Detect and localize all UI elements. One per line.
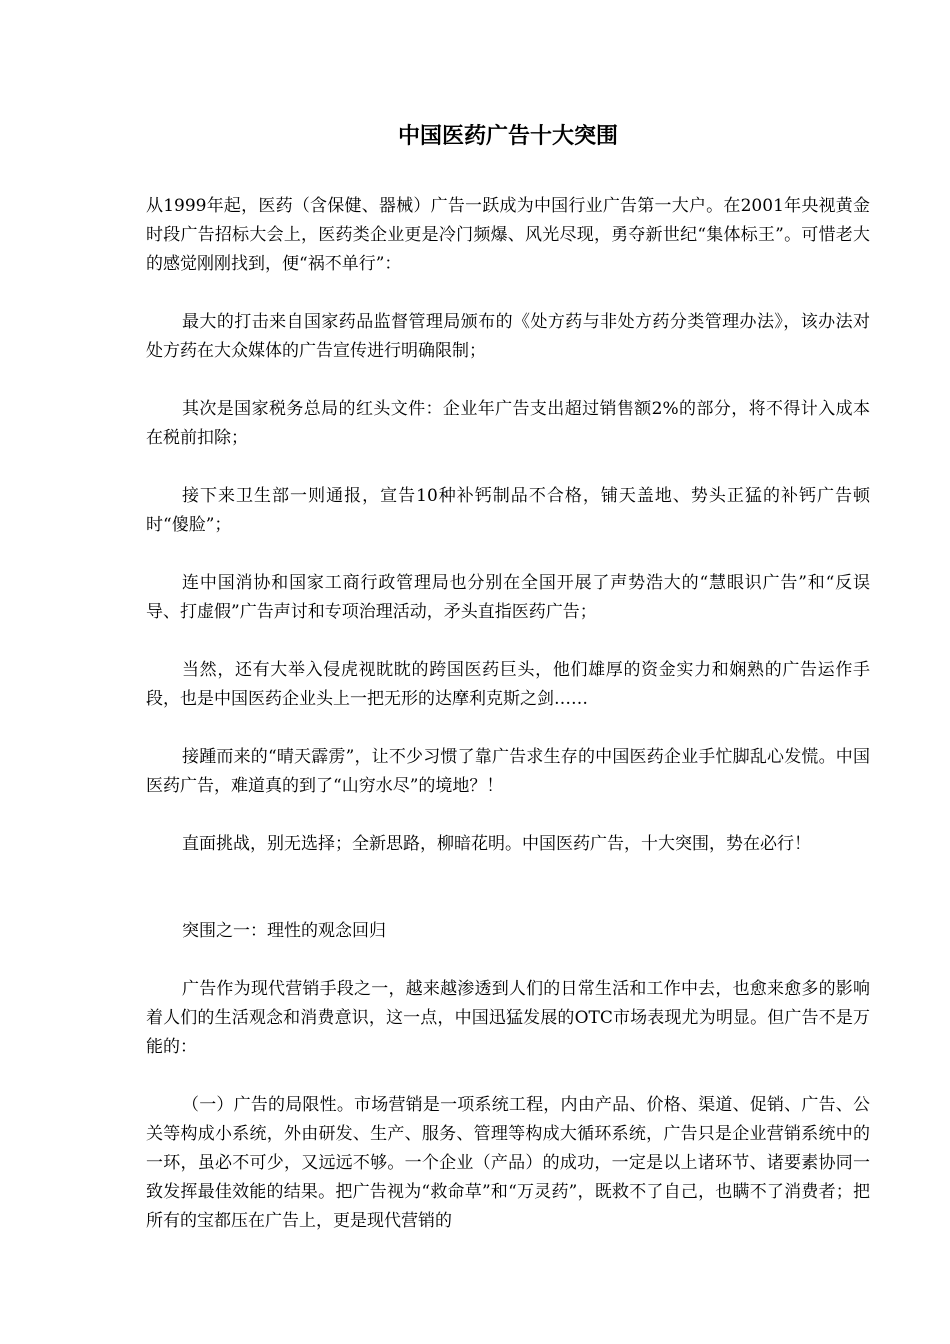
document-page [146,118,870,1236]
spacer [146,154,870,192]
spacer [146,540,870,569]
spacer [146,1062,870,1091]
body-paragraph: 接下来卫生部一则通报，宣告10种补钙制品不合格，铺天盖地、势头正猛的补钙广告顿时“傻脸”； [146,486,870,535]
section-paragraph: （一）广告的局限性。市场营销是一项系统工程，内由产品、价格、渠道、促销、广告、公关等构成小系统，外由研发、生产、服务、管理等构成大循环系统，广告只是企业营销系统中的一环，虽必不可少，又远远不够。一个企业（产品）的成功，一定是以上诸环节、诸要素协同一致发挥最佳效能的结果。把广告视为“救命草”和“万灵药”，既救不了自己，也瞒不了消费者；把所有的宝都压在广告上，更是现代营销的 [146,1095,870,1231]
section-paragraph: 广告作为现代营销手段之一，越来越渗透到人们的日常生活和工作中去，也愈来愈多的影响着人们的生活观念和消费意识，这一点，中国迅猛发展的OTC市场表现尤为明显。但广告不是万能的： [146,979,870,1057]
spacer [146,946,870,975]
body-paragraph: 直面挑战，别无选择；全新思路，柳暗花明。中国医药广告，十大突围，势在必行！ [182,834,811,854]
spacer [146,453,870,482]
spacer [146,366,870,395]
spacer [146,279,870,308]
body-paragraph: 当然，还有大举入侵虎视眈眈的跨国医药巨头，他们雄厚的资金实力和娴熟的广告运作手段，也是中国医药企业头上一把无形的达摩利克斯之剑…… [146,660,870,709]
body-paragraph: 接踵而来的“晴天霹雳”，让不少习惯了靠广告求生存的中国医药企业手忙脚乱心发慌。中国医药广告，难道真的到了“山穷水尽”的境地？！ [146,747,870,796]
spacer [146,627,870,656]
body-paragraph: 连中国消协和国家工商行政管理局也分别在全国开展了声势浩大的“慧眼识广告”和“反误导、打虚假”广告声讨和专项治理活动，矛头直指医药广告； [146,573,870,622]
body-paragraph: 其次是国家税务总局的红头文件：企业年广告支出超过销售额2%的部分，将不得计入成本在税前扣除； [146,399,870,448]
body-paragraph: 最大的打击来自国家药品监督管理局颁布的《处方药与非处方药分类管理办法》，该办法对处方药在大众媒体的广告宣传进行明确限制； [146,312,870,361]
section-heading: 突围之一：理性的观念回归 [182,921,386,941]
document-title: 中国医药广告十大突围 [397,123,618,149]
intro-paragraph: 从1999年起，医药（含保健、器械）广告一跃成为中国行业广告第一大户。在2001年央视黄金时段广告招标大会上，医药类企业更是冷门频爆、风光尽现，勇夺新世纪“集体标王”。可惜老大的感觉刚刚找到，便“祸不单行”： [146,196,870,274]
spacer [146,859,870,917]
spacer [146,801,870,830]
spacer [146,714,870,743]
